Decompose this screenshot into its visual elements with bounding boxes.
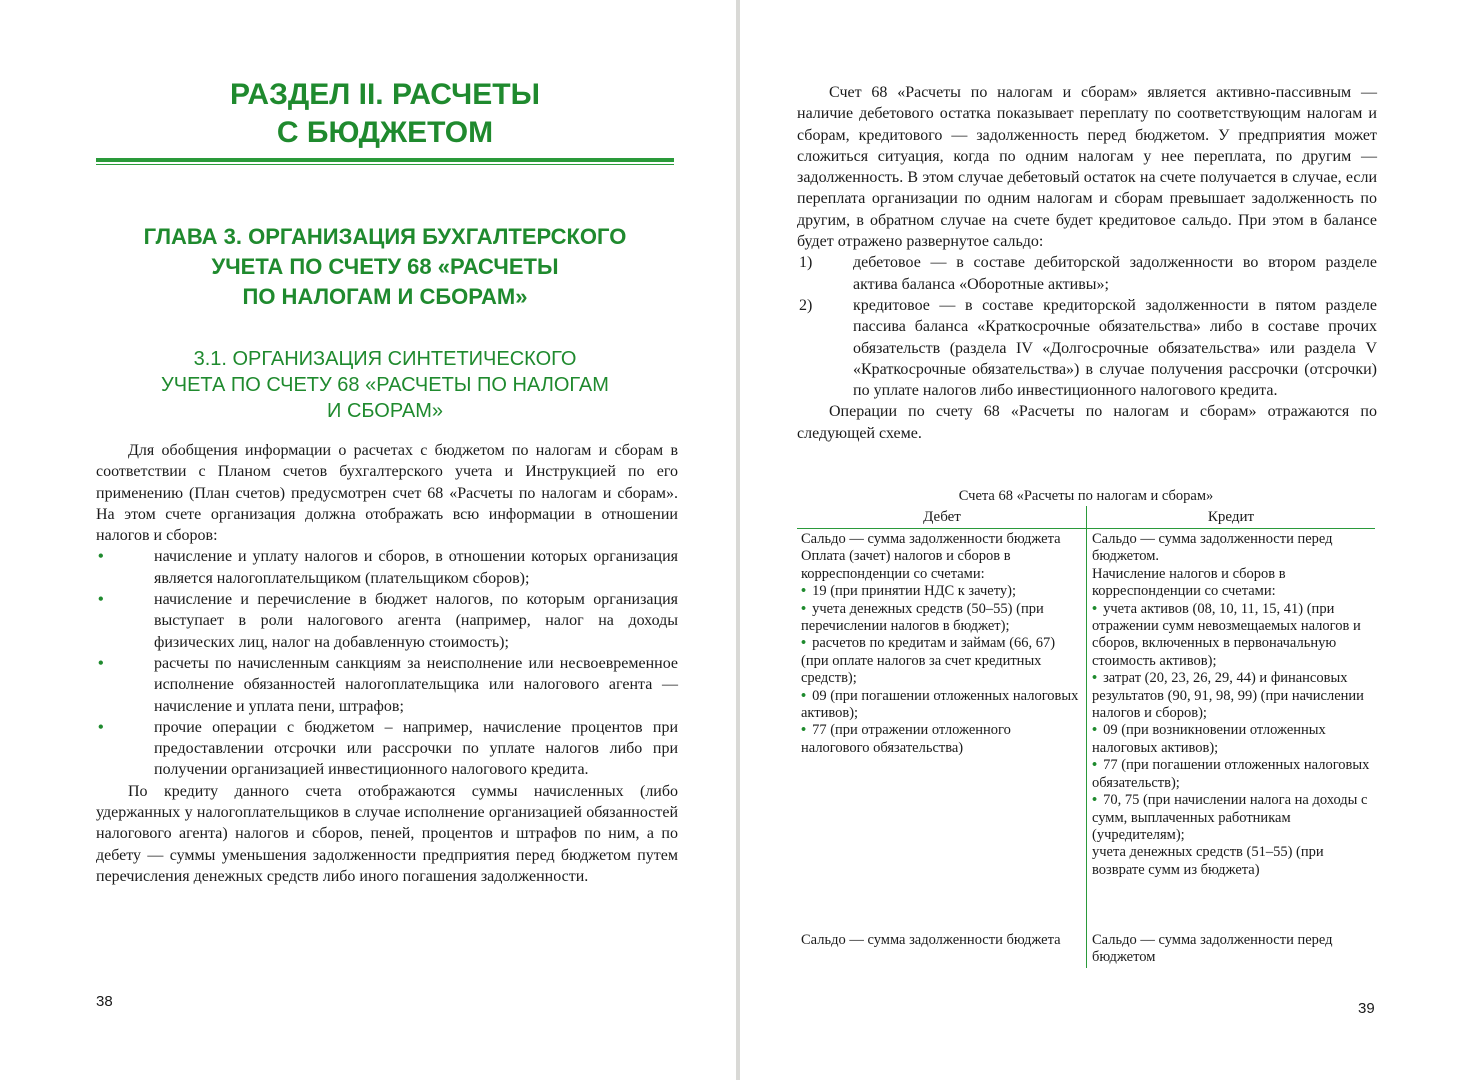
bullet-icon: • xyxy=(801,635,807,652)
list-item: • 09 (при погашении отложенных налоговых активов); xyxy=(801,687,1079,722)
title-rule-thin xyxy=(96,164,674,165)
bullet-icon: • xyxy=(1092,722,1098,739)
debit-closing-balance: Сальдо — сумма задолженности бюджета xyxy=(801,932,1061,948)
list-item: • учета денежных средств (50–55) (при перечислении налогов в бюджет); xyxy=(801,600,1044,635)
bullet-icon: • xyxy=(801,600,807,617)
list-item: • прочие операции с бюджетом – например, начисление процентов при предоставлении отсрочки или рассрочки по уплате налогов либо при получении организацией инвестиционного налогового кредита. xyxy=(98,718,678,779)
title-rule xyxy=(96,158,674,162)
table-caption: Счета 68 «Расчеты по налогам и сборам» xyxy=(958,488,1214,504)
list-item: • расчетов по кредитам и займам (66, 67) (при оплате налогов за счет кредитных средств); xyxy=(801,635,1056,687)
bullet-icon: • xyxy=(98,654,104,672)
list-item: • учета активов (08, 10, 11, 15, 41) (при отражении сумм невозмещаемых налогов и сборов, включенных в первоначальную стоимость активов); xyxy=(1092,600,1361,669)
debit-header: Дебет xyxy=(923,509,961,525)
bullet-icon: • xyxy=(801,687,807,704)
right-body-text xyxy=(797,82,1377,444)
credit-cell: Сальдо — сумма задолженности перед бюджетом. Начисление налогов и сборов в корреспонденции со счетами: • учета активов (08, 10, 11, 15, 41) (при отражении сумм невозмещаемых налогов и сборов, включенных в первоначальную стоимость активов); • затрат (20, 23, 26, 29, 44) и финансовых результатов (90, 91, 98, 99) (при начислении налогов и сборов); • 09 (при возникновении отложенных налоговых активов); • 77 (при погашении отложенных налоговых обязательств); • 70, 75 (при начислении налога на доходы с сумм, выплаченных работникам (учредителям); учета денежных средств (51–55) (при возврате сумм из бюджета) xyxy=(1092,531,1374,879)
list-item: 2) кредитовое — в составе кредиторской задолженности в пятом разделе пассива баланса «Краткосрочные обязательства» либо в составе прочих обязательств (раздела IV «Долгосрочные обязательства» или раздела V «Краткосрочные обязательства») в случае получения рассрочки (отсрочки) по уплате налогов либо инвестиционного налогового кредита. xyxy=(799,296,1377,400)
left-body-text xyxy=(96,440,678,887)
table-divider xyxy=(1086,506,1087,968)
list-item: • 70, 75 (при начислении налога на доходы с сумм, выплаченных работникам (учредителям); xyxy=(1092,792,1368,843)
list-item: • начисление и уплату налогов и сборов, в отношении которых организация является налогоплательщиком (плательщиком сборов); xyxy=(98,548,678,587)
chapter-title: ГЛАВА 3. ОРГАНИЗАЦИЯ БУХГАЛТЕРСКОГО УЧЕТА ПО СЧЕТУ 68 «РАСЧЕТЫ ПО НАЛОГАМ И СБОРАМ» xyxy=(143,224,627,309)
page-number-right: 39 xyxy=(1358,1000,1375,1017)
bullet-icon: • xyxy=(801,722,807,739)
bullet-icon: • xyxy=(98,718,104,736)
list-item: • расчеты по начисленным санкциям за неисполнение или несвоевременное исполнение обязанностей налогоплательщика или налогового агента — начисление и уплата пени, штрафов; xyxy=(98,654,678,715)
intro-paragraph: Для обобщения информации о расчетах с бюджетом по налогам и сборам в соответствии с Планом счетов бухгалтерского учета и Инструкцией по его применению (План счетов) предусмотрен счет 68 «Расчеты по налогам и сборам». На этом счете организация должна отображать всю информации в отношении налогов и сборов: xyxy=(96,442,678,545)
list-item: • начисление и перечисление в бюджет налогов, по которым организация выступает в роли налогового агента (например, налог на доходы физических лиц, налог на добавленную стоимость); xyxy=(98,591,678,651)
obligations-list xyxy=(96,546,678,780)
bullet-icon: • xyxy=(98,548,104,566)
list-item: • затрат (20, 23, 26, 29, 44) и финансовых результатов (90, 91, 98, 99) (при начислении налогов и сборов); xyxy=(1092,670,1364,722)
credit-header: Кредит xyxy=(1207,509,1255,525)
credit-closing-balance: Сальдо — сумма задолженности перед бюджетом xyxy=(1092,932,1333,966)
subsection-title: 3.1. ОРГАНИЗАЦИЯ СИНТЕТИЧЕСКОГО УЧЕТА ПО СЧЕТУ 68 «РАСЧЕТЫ ПО НАЛОГАМ И СБОРАМ» xyxy=(161,348,609,422)
list-item: • 77 (при погашении отложенных налоговых обязательств); xyxy=(1092,757,1370,791)
balance-list xyxy=(797,252,1377,401)
bullet-icon: • xyxy=(1092,670,1098,687)
list-item: 1) дебетовое — в составе дебиторской задолженности во втором разделе актива баланса «Оборотные активы»; xyxy=(799,254,1377,293)
bullet-icon: • xyxy=(1092,792,1098,809)
operations-paragraph: Операции по счету 68 «Расчеты по налогам и сборам» отражаются по следующей схеме. xyxy=(797,403,1377,442)
list-item: • 09 (при возникновении отложенных налоговых активов); xyxy=(1092,722,1326,756)
debit-cell: Сальдо — сумма задолженности бюджета Оплата (зачет) налогов и сборов в корреспонденции со счетами: • 19 (при принятии НДС к зачету); • учета денежных средств (50–55) (при перечислении налогов в бюджет); • расчетов по кредитам и займам (66, 67) (при оплате налогов за счет кредитных средств); • 09 (при погашении отложенных налоговых активов); • 77 (при отражении отложенного налогового обязательства) xyxy=(801,531,1079,756)
list-item: • 19 (при принятии НДС к зачету); xyxy=(801,583,1016,600)
bullet-icon: • xyxy=(98,591,104,609)
account-description-paragraph: Счет 68 «Расчеты по налогам и сборам» является активно-пассивным — наличие дебетового остатка показывает переплату по соответствующим налогам и сборам, кредитового — задолженность перед бюджетом. У предприятия может сложиться ситуация, когда по одним налогам у нее переплата, по другим — задолженность. В этом случае дебетовый остаток на счете получается в случае, если переплата организации по одним налогам и сборам превышает задолженность по другим, в обратном случае на счете будет кредитовое сальдо. При этом в балансе будет отражено развернутое сальдо: xyxy=(797,84,1377,251)
bullet-icon: • xyxy=(801,583,807,600)
list-item: • 77 (при отражении отложенного налогового обязательства) xyxy=(801,722,1011,756)
closing-paragraph: По кредиту данного счета отображаются суммы начисленных (либо удержанных у налогоплательщиков в случае исполнение организацией обязанностей налогового агента) налогов и сборов, пеней, процентов и штрафов по ним, а по дебету — суммы уменьшения задолженности предприятия перед бюджетом путем перечисления денежных средств либо иного погашения задолженности. xyxy=(96,782,678,885)
left-page xyxy=(0,0,736,1080)
bullet-icon: • xyxy=(1092,600,1098,617)
bullet-icon: • xyxy=(1092,757,1098,774)
page-number-left: 38 xyxy=(96,993,113,1010)
section-title: РАЗДЕЛ II. РАСЧЕТЫ С БЮДЖЕТОМ xyxy=(230,78,540,149)
